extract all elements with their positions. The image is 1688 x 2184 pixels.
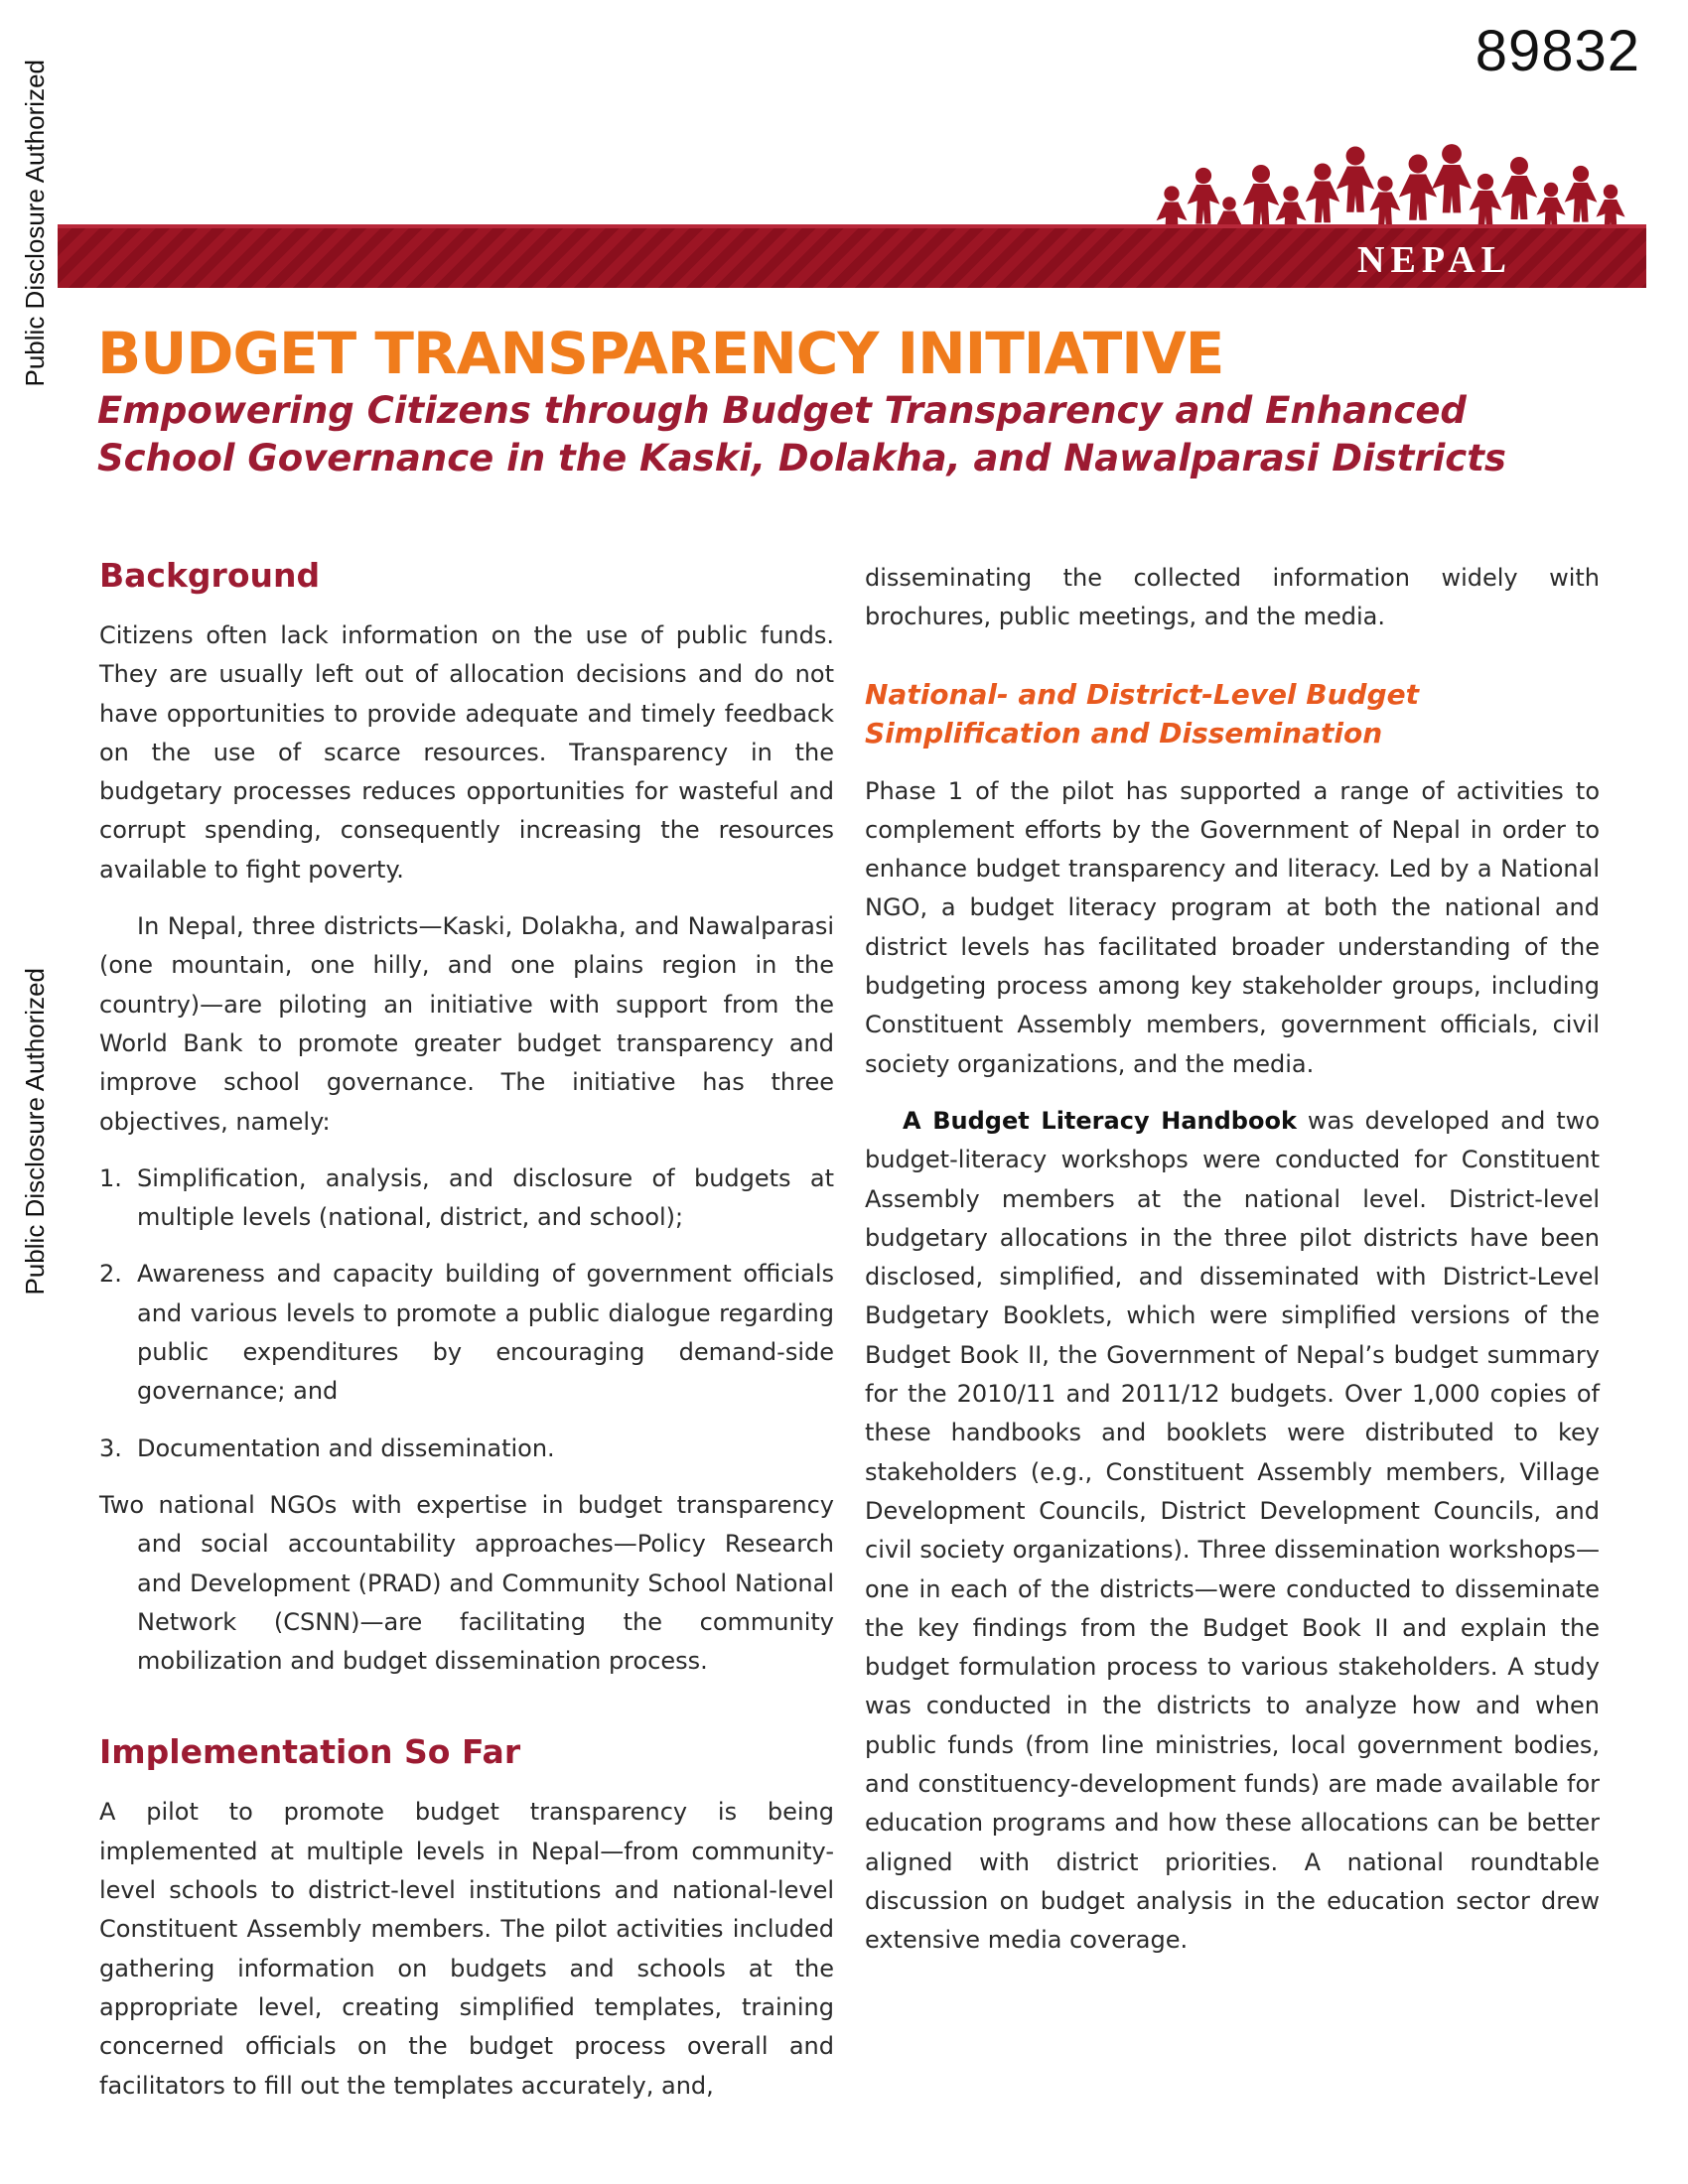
list-item xyxy=(99,1430,834,1468)
phase1-paragraph: Phase 1 of the pilot has supported a range of activities to complement efforts by the Government of Nepal in order to enhance budget transparency and literacy. Led by a National NGO, a budget literacy program at both the national and district levels has facilitated broader understanding of the budgeting process among key stakeholder groups, including Constituent Assembly members, government officials, civil society organizations, and the media. xyxy=(865,776,1600,1078)
handbook-paragraph-text: was developed and two budget-literacy workshops were conducted for Constituent Assembly members at the national level. District-level budgetary allocations in the three pilot districts have been disclosed, simplified, and disseminated with District-Level Budgetary Booklets, which were simplified versions of the Budget Book II, the Government of Nepal’s budget summary for the 2010/11 and 2011/12 budgets. Over 1,000 copies of these handbooks and booklets were distributed to key stakeholders (e.g., Constituent Assembly members, Village Development Councils, District Development Councils, and civil society organizations). Three dissemination workshops—one in each of the districts—were conducted to disseminate the key findings from the Budget Book II and explain the budget formulation process to various stakeholders. A study was conducted in the districts to analyze how and when public funds (from line ministries, local government bodies, and constituency-development funds) are made available for education programs and how these allocations can be better aligned with district priorities. A national roundtable discussion on budget analysis in the education sector drew extensive media coverage. xyxy=(865,1106,1600,1955)
list-item-number: 1. xyxy=(99,1163,122,1192)
list-item xyxy=(99,1160,834,1238)
list-item xyxy=(99,1255,834,1411)
page-title: BUDGET TRANSPARENCY INITIATIVE xyxy=(97,320,1224,387)
banner-label: NEPAL xyxy=(1357,239,1512,281)
list-item-text: Documentation and dissemination. xyxy=(137,1433,555,1462)
implementation-paragraph-1: A pilot to promote budget transparency is being implemented at multiple levels in Nepal—from community-level schools to district-level institutions and national-level Constituent Assembly members. The pilot activities included gathering information on budgets and schools at the appropriate level, creating simplified templates, training concerned officials on the budget process overall and facilitators to fill out the templates accurately, and, xyxy=(99,1798,834,2100)
background-paragraph-3: Two national NGOs with expertise in budget transparency and social accountability approaches—Policy Research and Development (PRAD) and Community School National Network (CSNN)—are facilitating the community mobilization and budget dissemination process. xyxy=(99,1490,834,1676)
handbook-title: A Budget Literacy Handbook xyxy=(903,1106,1297,1135)
background-heading: Background xyxy=(99,556,321,595)
list-item-text: Awareness and capacity building of government officials and various levels to promote a public dialogue regarding public expenditures by encouraging demand-side governance; and xyxy=(137,1260,834,1406)
continuation-paragraph: disseminating the collected information widely with brochures, public meetings, and the media. xyxy=(865,564,1600,631)
document-number: 89832 xyxy=(1475,19,1640,83)
background-paragraph-2: In Nepal, three districts—Kaski, Dolakha, and Nawalparasi (one mountain, one hilly, and one plains region in the country)—are piloting an initiative with support from the World Bank to promote greater budget transparency and improve school governance. The initiative has three objectives, namely: xyxy=(99,912,834,1136)
objectives-list xyxy=(99,1160,834,1468)
people-logo-icon xyxy=(1152,94,1638,233)
disclosure-label-top: Public Disclosure Authorized xyxy=(20,60,50,387)
simplification-subheading: National- and District-Level Budget Simplification and Dissemination xyxy=(865,677,1420,750)
left-column xyxy=(99,556,834,2123)
list-item-number: 2. xyxy=(99,1260,122,1289)
page-subtitle: Empowering Citizens through Budget Transparency and Enhanced School Governance in the Kaski, Dolakha, and Nawalparasi Districts xyxy=(97,389,1506,479)
nepal-banner xyxy=(58,224,1646,288)
background-paragraph-1: Citizens often lack information on the use of public funds. They are usually left out of allocation decisions and do not have opportunities to provide adequate and timely feedback on the use of scarce resources. Transparency in the budgetary processes reduces opportunities for wasteful and corrupt spending, consequently increasing the resources available to fight poverty. xyxy=(99,621,834,884)
handbook-paragraph xyxy=(865,1102,1600,1961)
disclosure-label-middle: Public Disclosure Authorized xyxy=(20,968,50,1296)
list-item-text: Simplification, analysis, and disclosure of budgets at multiple levels (national, district, and school); xyxy=(137,1163,834,1232)
list-item-number: 3. xyxy=(99,1433,122,1462)
implementation-heading: Implementation So Far xyxy=(99,1732,521,1772)
right-column xyxy=(865,559,1600,1979)
